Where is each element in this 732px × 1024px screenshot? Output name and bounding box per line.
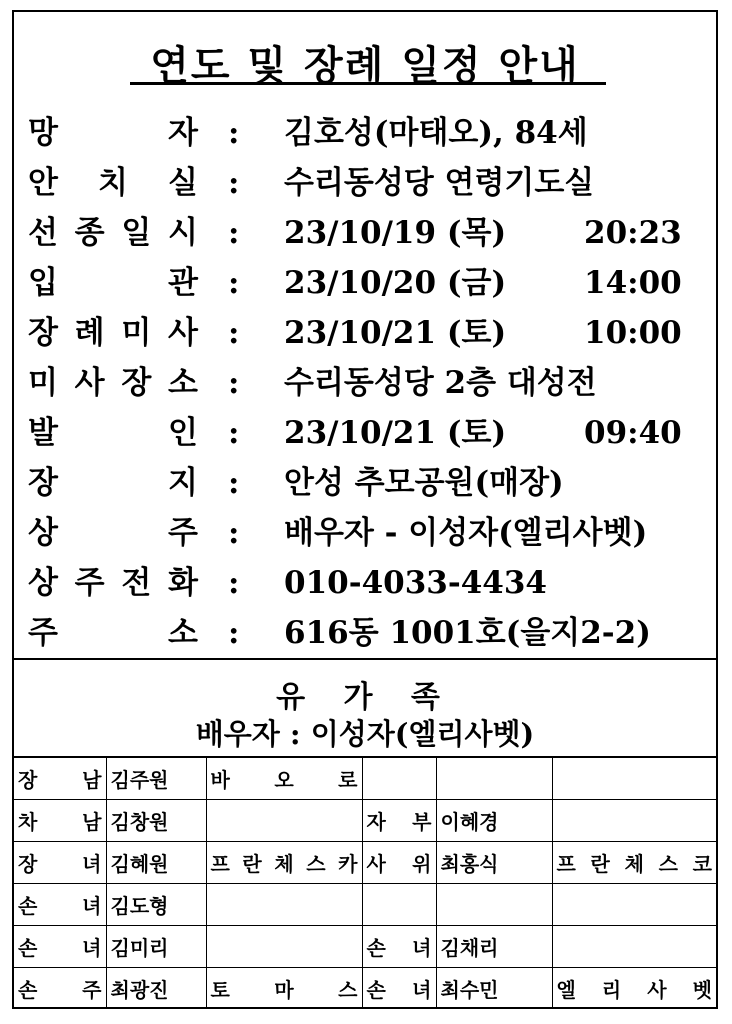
info-label-char: 미 <box>28 365 58 401</box>
info-label-char: 지 <box>168 465 198 501</box>
relation-cell <box>362 757 436 800</box>
baptismal-name-cell <box>206 968 362 1010</box>
info-label-char: 관 <box>168 265 198 301</box>
relation-cell-char: 손 <box>366 978 386 1002</box>
info-colon: : <box>228 615 240 651</box>
info-label-char: 사 <box>168 315 198 351</box>
info-value: 수리동성당 연령기도실 <box>284 165 595 201</box>
family-table <box>14 756 716 1009</box>
info-row <box>28 258 708 308</box>
relation-cell <box>362 800 436 842</box>
baptismal-name-cell <box>552 842 716 884</box>
info-time: 09:40 <box>584 415 682 451</box>
info-row <box>28 458 708 508</box>
info-label-char: 소 <box>168 365 198 401</box>
info-row <box>28 558 708 608</box>
baptismal-name-cell-char: 로 <box>338 768 358 792</box>
info-colon: : <box>228 215 240 251</box>
relation-cell <box>14 968 106 1010</box>
baptismal-name-cell <box>206 800 362 842</box>
relation-cell-char: 녀 <box>412 978 432 1002</box>
info-label-char: 전 <box>121 565 152 601</box>
baptismal-name-cell <box>206 757 362 800</box>
info-label <box>28 508 200 558</box>
info-label-char: 화 <box>168 565 198 601</box>
baptismal-name-cell-char: 코 <box>692 852 712 876</box>
name-cell <box>436 884 552 926</box>
relation-cell-char: 손 <box>18 978 38 1002</box>
relation-cell-char: 남 <box>82 768 102 792</box>
family-row <box>14 757 716 800</box>
info-label <box>28 258 200 308</box>
relation-cell-char: 손 <box>18 936 38 960</box>
info-label-char: 례 <box>74 315 105 351</box>
info-label-char: 입 <box>28 265 58 301</box>
baptismal-name-cell <box>552 968 716 1010</box>
info-label-char: 주 <box>74 565 105 601</box>
baptismal-name-cell-char: 엘 <box>556 978 576 1002</box>
name-cell: 이혜경 <box>436 800 552 842</box>
info-label <box>28 408 200 458</box>
info-label-char: 일 <box>121 215 152 251</box>
family-row <box>14 884 716 926</box>
baptismal-name-cell-char: 스 <box>658 852 678 876</box>
relation-cell-char: 녀 <box>82 936 102 960</box>
relation-cell-char: 녀 <box>412 936 432 960</box>
info-label-char: 시 <box>168 215 198 251</box>
baptismal-name-cell <box>206 842 362 884</box>
info-row <box>28 308 708 358</box>
info-label-char: 소 <box>168 615 198 651</box>
info-label-char: 선 <box>28 215 58 251</box>
info-row <box>28 408 708 458</box>
info-label-char: 상 <box>28 515 58 551</box>
spouse-line: 배우자 : 이성자(엘리사벳) <box>195 717 535 751</box>
relation-cell <box>362 968 436 1010</box>
name-cell: 김도형 <box>106 884 206 926</box>
name-cell: 김혜원 <box>106 842 206 884</box>
info-value: 안성 추모공원(매장) <box>284 465 564 501</box>
info-row <box>28 108 708 158</box>
family-row <box>14 926 716 968</box>
relation-cell-char: 사 <box>366 852 386 876</box>
relation-cell <box>14 842 106 884</box>
info-row <box>28 608 708 658</box>
info-label-char: 안 <box>28 165 58 201</box>
family-row <box>14 842 716 884</box>
baptismal-name-cell-char: 란 <box>242 852 262 876</box>
info-colon: : <box>228 565 240 601</box>
relation-cell-char: 손 <box>18 894 38 918</box>
info-colon: : <box>228 465 240 501</box>
name-cell: 김미리 <box>106 926 206 968</box>
baptismal-name-cell-char: 리 <box>601 978 622 1002</box>
relation-cell-char: 자 <box>366 810 386 834</box>
notice-frame <box>12 10 718 1009</box>
info-label <box>28 108 200 158</box>
name-cell: 김창원 <box>106 800 206 842</box>
family-row <box>14 968 716 1010</box>
section-divider <box>14 658 716 660</box>
name-cell: 김채리 <box>436 926 552 968</box>
info-label-char: 주 <box>168 515 198 551</box>
relation-cell-char: 부 <box>412 810 432 834</box>
info-label-char: 장 <box>28 315 58 351</box>
info-label-char: 사 <box>74 365 105 401</box>
info-value: 010-4033-4434 <box>284 565 548 601</box>
info-value: 수리동성당 2층 대성전 <box>284 365 597 401</box>
relation-cell <box>362 884 436 926</box>
relation-cell-char: 손 <box>366 936 386 960</box>
baptismal-name-cell-char: 프 <box>556 852 576 876</box>
info-value: 23/10/21 (토) <box>284 415 507 451</box>
info-row <box>28 508 708 558</box>
relation-cell-char: 장 <box>18 852 38 876</box>
baptismal-name-cell <box>552 757 716 800</box>
relation-cell-char: 녀 <box>82 894 102 918</box>
baptismal-name-cell-char: 카 <box>338 852 358 876</box>
info-label <box>28 608 200 658</box>
info-label-char: 치 <box>98 165 128 201</box>
family-row <box>14 800 716 842</box>
info-label-char: 상 <box>28 565 58 601</box>
info-value: 616동 1001호(을지2-2) <box>284 615 651 651</box>
info-time: 14:00 <box>584 265 682 301</box>
info-row <box>28 158 708 208</box>
relation-cell <box>362 926 436 968</box>
info-value: 김호성(마태오), 84세 <box>284 115 588 151</box>
info-colon: : <box>228 115 240 151</box>
info-label <box>28 158 200 208</box>
info-label <box>28 358 200 408</box>
baptismal-name-cell <box>552 884 716 926</box>
baptismal-name-cell <box>552 800 716 842</box>
baptismal-name-cell-char: 체 <box>624 852 644 876</box>
baptismal-name-cell <box>552 926 716 968</box>
baptismal-name-cell-char: 토 <box>210 978 230 1002</box>
info-value: 배우자 - 이성자(엘리사벳) <box>284 515 648 551</box>
page-title: 연도 및 장례 일정 안내 <box>150 42 580 89</box>
baptismal-name-cell-char: 오 <box>274 768 294 792</box>
info-label-char: 발 <box>28 415 58 451</box>
info-colon: : <box>228 515 240 551</box>
relation-cell-char: 차 <box>18 810 38 834</box>
name-cell: 김주원 <box>106 757 206 800</box>
info-label <box>28 458 200 508</box>
info-label-char: 인 <box>168 415 198 451</box>
baptismal-name-cell-char: 프 <box>210 852 230 876</box>
baptismal-name-cell-char: 스 <box>338 978 358 1002</box>
info-row <box>28 208 708 258</box>
info-value: 23/10/21 (토) <box>284 315 507 351</box>
relation-cell <box>14 926 106 968</box>
info-label-char: 망 <box>28 115 58 151</box>
name-cell: 최수민 <box>436 968 552 1010</box>
info-label <box>28 308 200 358</box>
relation-cell-char: 위 <box>412 852 432 876</box>
relation-cell-char: 녀 <box>82 852 102 876</box>
info-label-char: 실 <box>168 165 198 201</box>
info-label-char: 종 <box>74 215 105 251</box>
relation-cell-char: 남 <box>82 810 102 834</box>
name-cell <box>436 757 552 800</box>
info-colon: : <box>228 365 240 401</box>
info-value: 23/10/19 (목) <box>284 215 507 251</box>
info-time: 20:23 <box>584 215 682 251</box>
info-label <box>28 208 200 258</box>
info-row <box>28 358 708 408</box>
title-underline <box>130 82 606 85</box>
baptismal-name-cell-char: 마 <box>274 978 294 1002</box>
family-title: 유 가 족 <box>276 680 454 715</box>
baptismal-name-cell-char: 바 <box>210 768 230 792</box>
relation-cell-char: 장 <box>18 768 38 792</box>
baptismal-name-cell-char: 벳 <box>692 978 712 1002</box>
relation-cell <box>14 800 106 842</box>
info-label <box>28 558 200 608</box>
info-label-char: 주 <box>28 615 58 651</box>
baptismal-name-cell-char: 사 <box>647 978 667 1002</box>
relation-cell <box>362 842 436 884</box>
baptismal-name-cell-char: 란 <box>590 852 610 876</box>
relation-cell <box>14 884 106 926</box>
info-colon: : <box>228 165 240 201</box>
info-label-char: 장 <box>121 365 152 401</box>
baptismal-name-cell <box>206 926 362 968</box>
info-colon: : <box>228 265 240 301</box>
info-label-char: 장 <box>28 465 58 501</box>
info-label-char: 미 <box>121 315 152 351</box>
info-colon: : <box>228 315 240 351</box>
relation-cell <box>14 757 106 800</box>
baptismal-name-cell-char: 체 <box>274 852 294 876</box>
info-time: 10:00 <box>584 315 682 351</box>
name-cell: 최광진 <box>106 968 206 1010</box>
info-label-char: 자 <box>168 115 198 151</box>
info-colon: : <box>228 415 240 451</box>
baptismal-name-cell-char: 스 <box>306 852 326 876</box>
info-value: 23/10/20 (금) <box>284 265 507 301</box>
baptismal-name-cell <box>206 884 362 926</box>
relation-cell-char: 주 <box>82 978 102 1002</box>
name-cell: 최홍식 <box>436 842 552 884</box>
